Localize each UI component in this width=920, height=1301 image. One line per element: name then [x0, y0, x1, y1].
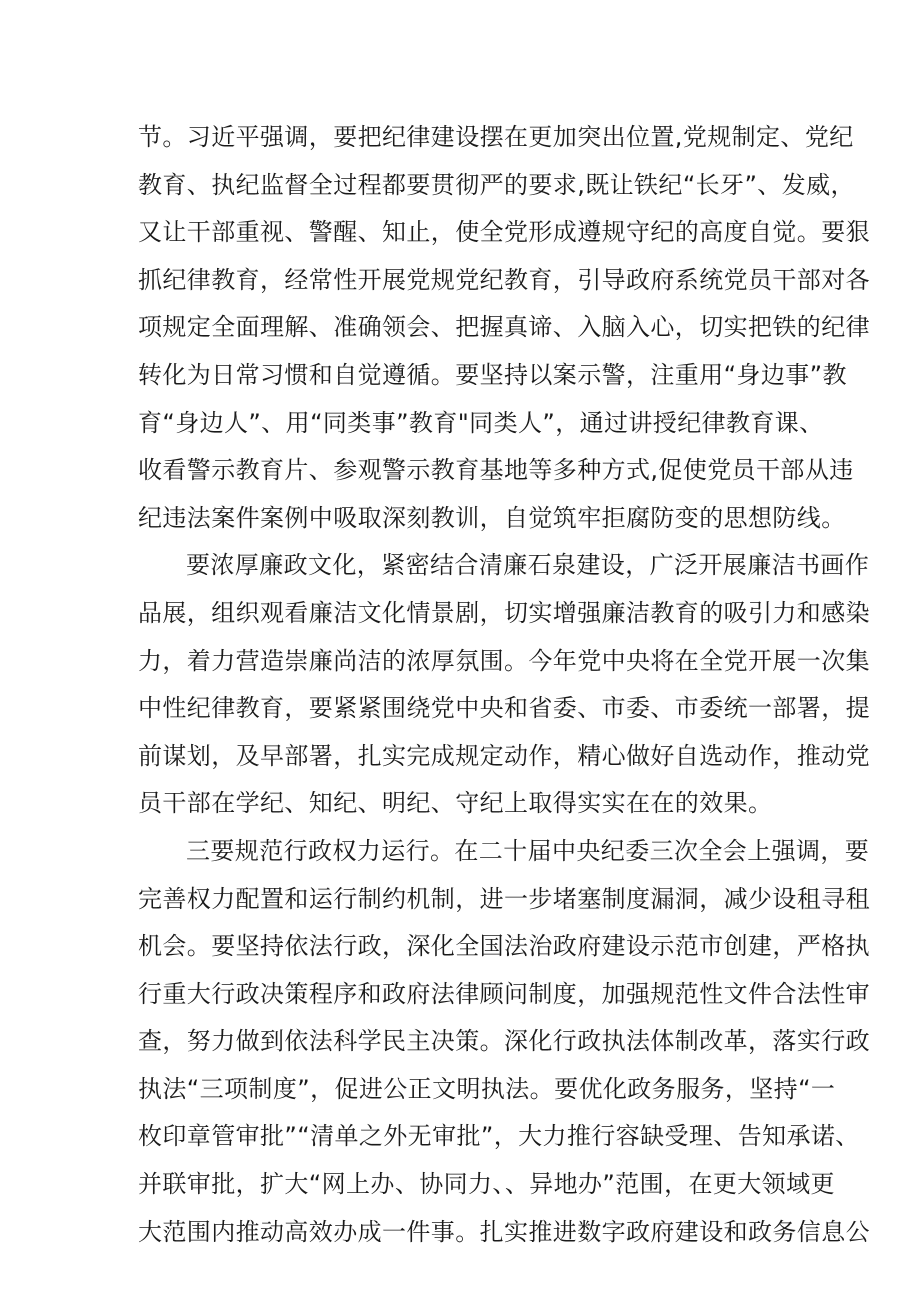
text-line: 节。习近平强调，要把纪律建设摆在更加突出位置,党规制定、党纪 [138, 123, 854, 151]
text-line: 前谋划，及早部署，扎实完成规定动作，精心做好自选动作，推动党 [138, 741, 870, 770]
text-line: 抓纪律教育，经常性开展党规党纪教育，引导政府系统党员干部对各 [138, 265, 870, 294]
text-line: 行重大行政决策程序和政府法律顾问制度，加强规范性文件合法性审 [138, 979, 870, 1008]
text-line: 枚印章管审批”“清单之外无审批”，大力推行容缺受理、告知承诺、 [138, 1122, 860, 1151]
text-line: 员干部在学纪、知纪、明纪、守纪上取得实实在在的效果。 [138, 789, 773, 818]
text-line: 收看警示教育片、参观警示教育基地等多种方式,促使党员干部从违 [138, 456, 854, 485]
document-body [138, 114, 870, 1256]
text-line: 机会。要坚持依法行政，深化全国法治政府建设示范市创建，严格执 [138, 932, 870, 961]
text-line: 又让干部重视、警醒、知止，使全党形成遵规守纪的高度自觉。要狠 [138, 218, 870, 247]
text-line: 执法“三项制度”，促进公正文明执法。要优化政务服务，坚持“一 [138, 1074, 836, 1103]
text-line: 要浓厚廉政文化，紧密结合清廉石泉建设，广泛开展廉洁书画作 [186, 551, 870, 580]
paragraph-discipline-education [138, 114, 870, 542]
text-line: 项规定全面理解、准确领会、把握真谛、入脑入心，切实把铁的纪律 [138, 313, 870, 342]
text-line: 完善权力配置和运行制约机制，进一步堵塞制度漏洞，减少设租寻租 [138, 884, 870, 913]
text-line: 育“身边人”、用“同类事”教育"同类人”，通过讲授纪律教育课、 [138, 408, 824, 437]
text-line: 品展，组织观看廉洁文化情景剧，切实增强廉洁教育的吸引力和感染 [138, 598, 870, 627]
text-line: 中性纪律教育，要紧紧围绕党中央和省委、市委、市委统一部署，提 [138, 694, 870, 723]
text-line: 大范围内推动高效办成一件事。扎实推进数字政府建设和政务信息公 [138, 1217, 870, 1246]
paragraph-administrative-power [138, 828, 870, 1256]
paragraph-clean-culture [138, 542, 870, 828]
text-line: 查，努力做到依法科学民主决策。深化行政执法体制改革，落实行政 [138, 1027, 870, 1056]
text-line: 纪违法案件案例中吸取深刻教训，自觉筑牢拒腐防变的思想防线。 [138, 503, 846, 532]
text-line: 力，着力营造崇廉尚洁的浓厚氛围。今年党中央将在全党开展一次集 [138, 646, 870, 675]
text-line: 教育、执纪监督全过程都要贯彻严的要求,既让铁纪“长牙”、发威， [138, 170, 855, 199]
text-line: 并联审批，扩大“网上办、协同力、、异地办”范围，在更大领域更 [138, 1170, 835, 1199]
text-line: 转化为日常习惯和自觉遵循。要坚持以案示警，注重用“身边事”教 [138, 360, 847, 389]
text-line: 三要规范行政权力运行。在二十届中央纪委三次全会上强调，要 [186, 836, 870, 865]
